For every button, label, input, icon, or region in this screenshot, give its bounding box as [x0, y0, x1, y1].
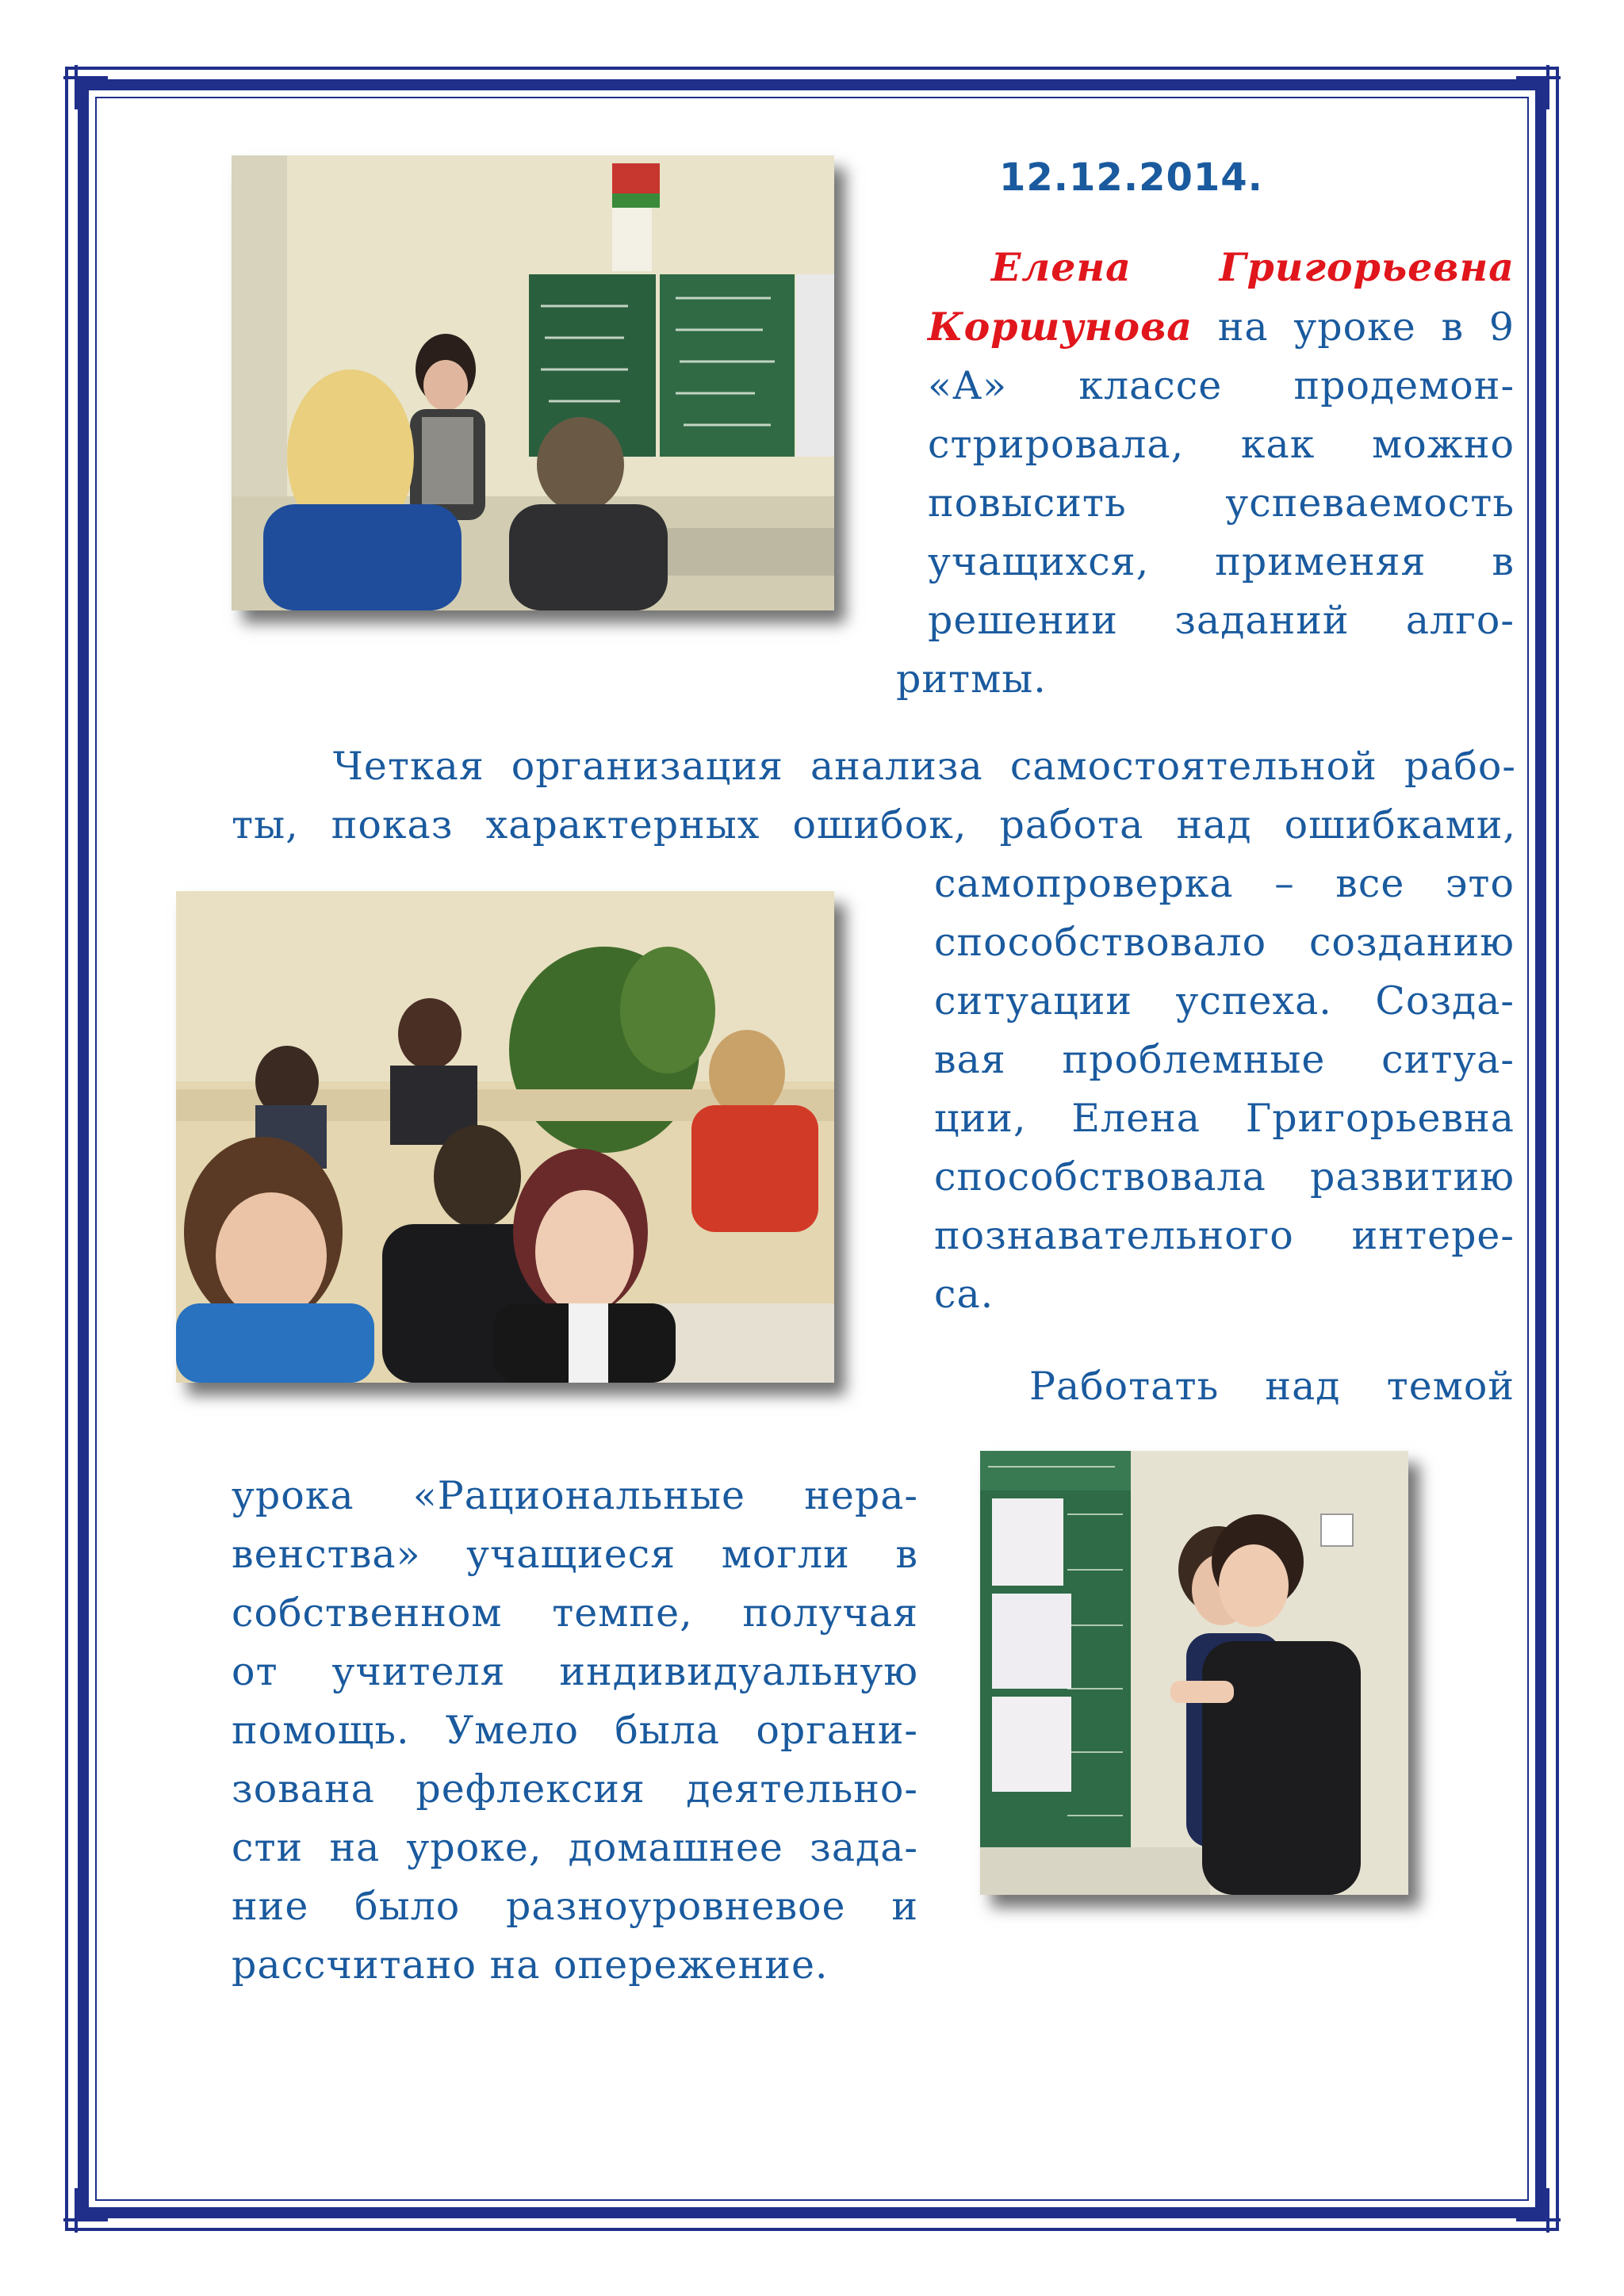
paragraph-line: зована рефлексия деятельно-: [232, 1766, 918, 1812]
teacher-name-first: Елена Григорьевна: [991, 244, 1515, 290]
photo-teacher-at-blackboard: [232, 155, 834, 610]
paragraph-line: урока «Рациональные нера-: [232, 1473, 918, 1518]
paragraph-line: сти на уроке, домашнее зада-: [232, 1825, 918, 1870]
intro-line: решении заданий алго-: [928, 598, 1515, 643]
paragraph-line: ние было разноуровневое и: [232, 1884, 918, 1929]
intro-line: на уроке в 9: [1193, 304, 1515, 350]
paragraph-line: вая проблемные ситуа-: [934, 1037, 1515, 1082]
intro-line: учащихся, применяя в: [928, 539, 1515, 584]
frame-corner-top-right: [1516, 65, 1561, 109]
intro-line: стрировала, как можно: [928, 422, 1515, 467]
paragraph-line: Работать над темой: [1029, 1364, 1515, 1409]
paragraph-line: способствовало созданию: [934, 920, 1515, 965]
paragraph-line: венства» учащиеся могли в: [232, 1532, 918, 1577]
paragraph-line: самопроверка – все это: [934, 861, 1515, 906]
frame-corner-bottom-left: [63, 2188, 108, 2233]
frame-corner-top-left: [63, 65, 108, 109]
paragraph-line: ситуации успеха. Созда-: [934, 978, 1515, 1024]
paragraph-line: собственном темпе, получая: [232, 1590, 918, 1636]
intro-line: «А» классе продемон-: [928, 363, 1515, 408]
paragraph-topic: [232, 1467, 918, 1995]
paragraph-topic-start: [1029, 1357, 1515, 1416]
teacher-name-last: Коршунова: [928, 304, 1193, 350]
intro-line: повысить успеваемость: [928, 480, 1515, 526]
photo-students-at-desks: [176, 891, 834, 1383]
paragraph-line: от учителя индивидуальную: [232, 1649, 918, 1694]
paragraph-line: помощь. Умело была органи-: [232, 1708, 918, 1753]
frame-corner-bottom-right: [1516, 2188, 1561, 2233]
paragraph-line: Четкая организация анализа самостоятельной рабо-: [333, 744, 1516, 789]
intro-paragraph: [896, 238, 1515, 709]
paragraph-line: рассчитано на опережение.: [232, 1942, 829, 1988]
photo-students-at-blackboard: [980, 1451, 1408, 1895]
paragraph-line: ты, показ характерных ошибок, работа над ошибками,: [232, 802, 1516, 848]
paragraph-line: са.: [934, 1272, 994, 1317]
paragraph-analysis-narrow: [934, 855, 1515, 1324]
paragraph-line: способствовала развитию: [934, 1154, 1515, 1200]
intro-line: ритмы.: [896, 656, 1047, 702]
paragraph-analysis-wide: [232, 737, 1516, 855]
paragraph-line: познавательного интере-: [934, 1213, 1515, 1258]
paragraph-line: ции, Елена Григорьевна: [934, 1096, 1515, 1141]
article-date: 12.12.2014.: [999, 155, 1263, 200]
